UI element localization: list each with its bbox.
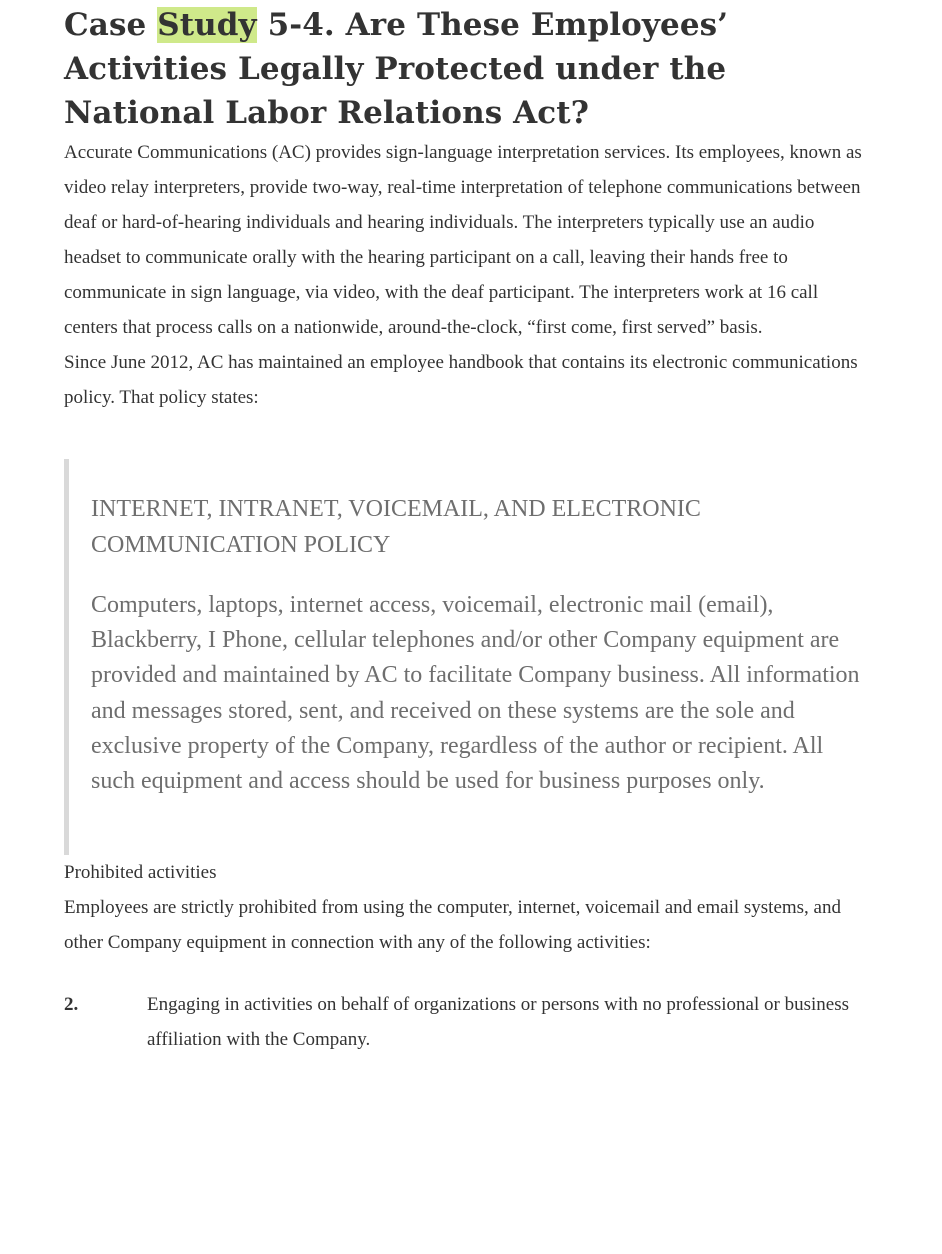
list-item-text: Engaging in activities on behalf of organizations or persons with no professional or business affiliation with the Company. <box>147 994 849 1051</box>
list-item-number: 2. <box>64 994 79 1016</box>
article <box>64 0 864 1057</box>
search-highlight: Study <box>157 7 257 43</box>
handbook-paragraph: Since June 2012, AC has maintained an employee handbook that contains its electronic communications policy. That policy states: <box>64 352 858 408</box>
policy-heading: INTERNET, INTRANET, VOICEMAIL, AND ELECTRONIC COMMUNICATION POLICY <box>91 496 701 558</box>
list-item <box>64 987 864 1057</box>
prohibited-heading: Prohibited activities <box>64 862 217 884</box>
policy-blockquote <box>64 459 864 855</box>
policy-text: Computers, laptops, internet access, voicemail, electronic mail (email), Blackberry, I Phone, cellular telephones and/or other Company equipment are provided and maintained by AC to facilitate Company business. All information and messages stored, sent, and received on these systems are the sole and exclusive property of the Company, regardless of the author or recipient. All such equipment and access should be used for business purposes only. <box>91 592 860 795</box>
title-suffix: 5-4. Are These Employees’ Activities Legally Protected under the National Labor Relations Act? <box>64 7 729 131</box>
intro-paragraph: Accurate Communications (AC) provides sign-language interpretation services. Its employees, known as video relay interpreters, provide two-way, real-time interpretation of telephone communications between deaf or hard-of-hearing individuals and hearing individuals. The interpreters typically use an audio headset to communicate orally with the hearing participant on a call, leaving their hands free to communicate in sign language, via video, with the deaf participant. The interpreters work at 16 call centers that process calls on a nationwide, around-the-clock, “first come, first served” basis. <box>64 142 862 338</box>
title-prefix: Case <box>64 7 158 43</box>
prohibited-intro: Employees are strictly prohibited from using the computer, internet, voicemail and email systems, and other Company equipment in connection with any of the following activities: <box>64 897 841 954</box>
page-title <box>64 0 864 135</box>
